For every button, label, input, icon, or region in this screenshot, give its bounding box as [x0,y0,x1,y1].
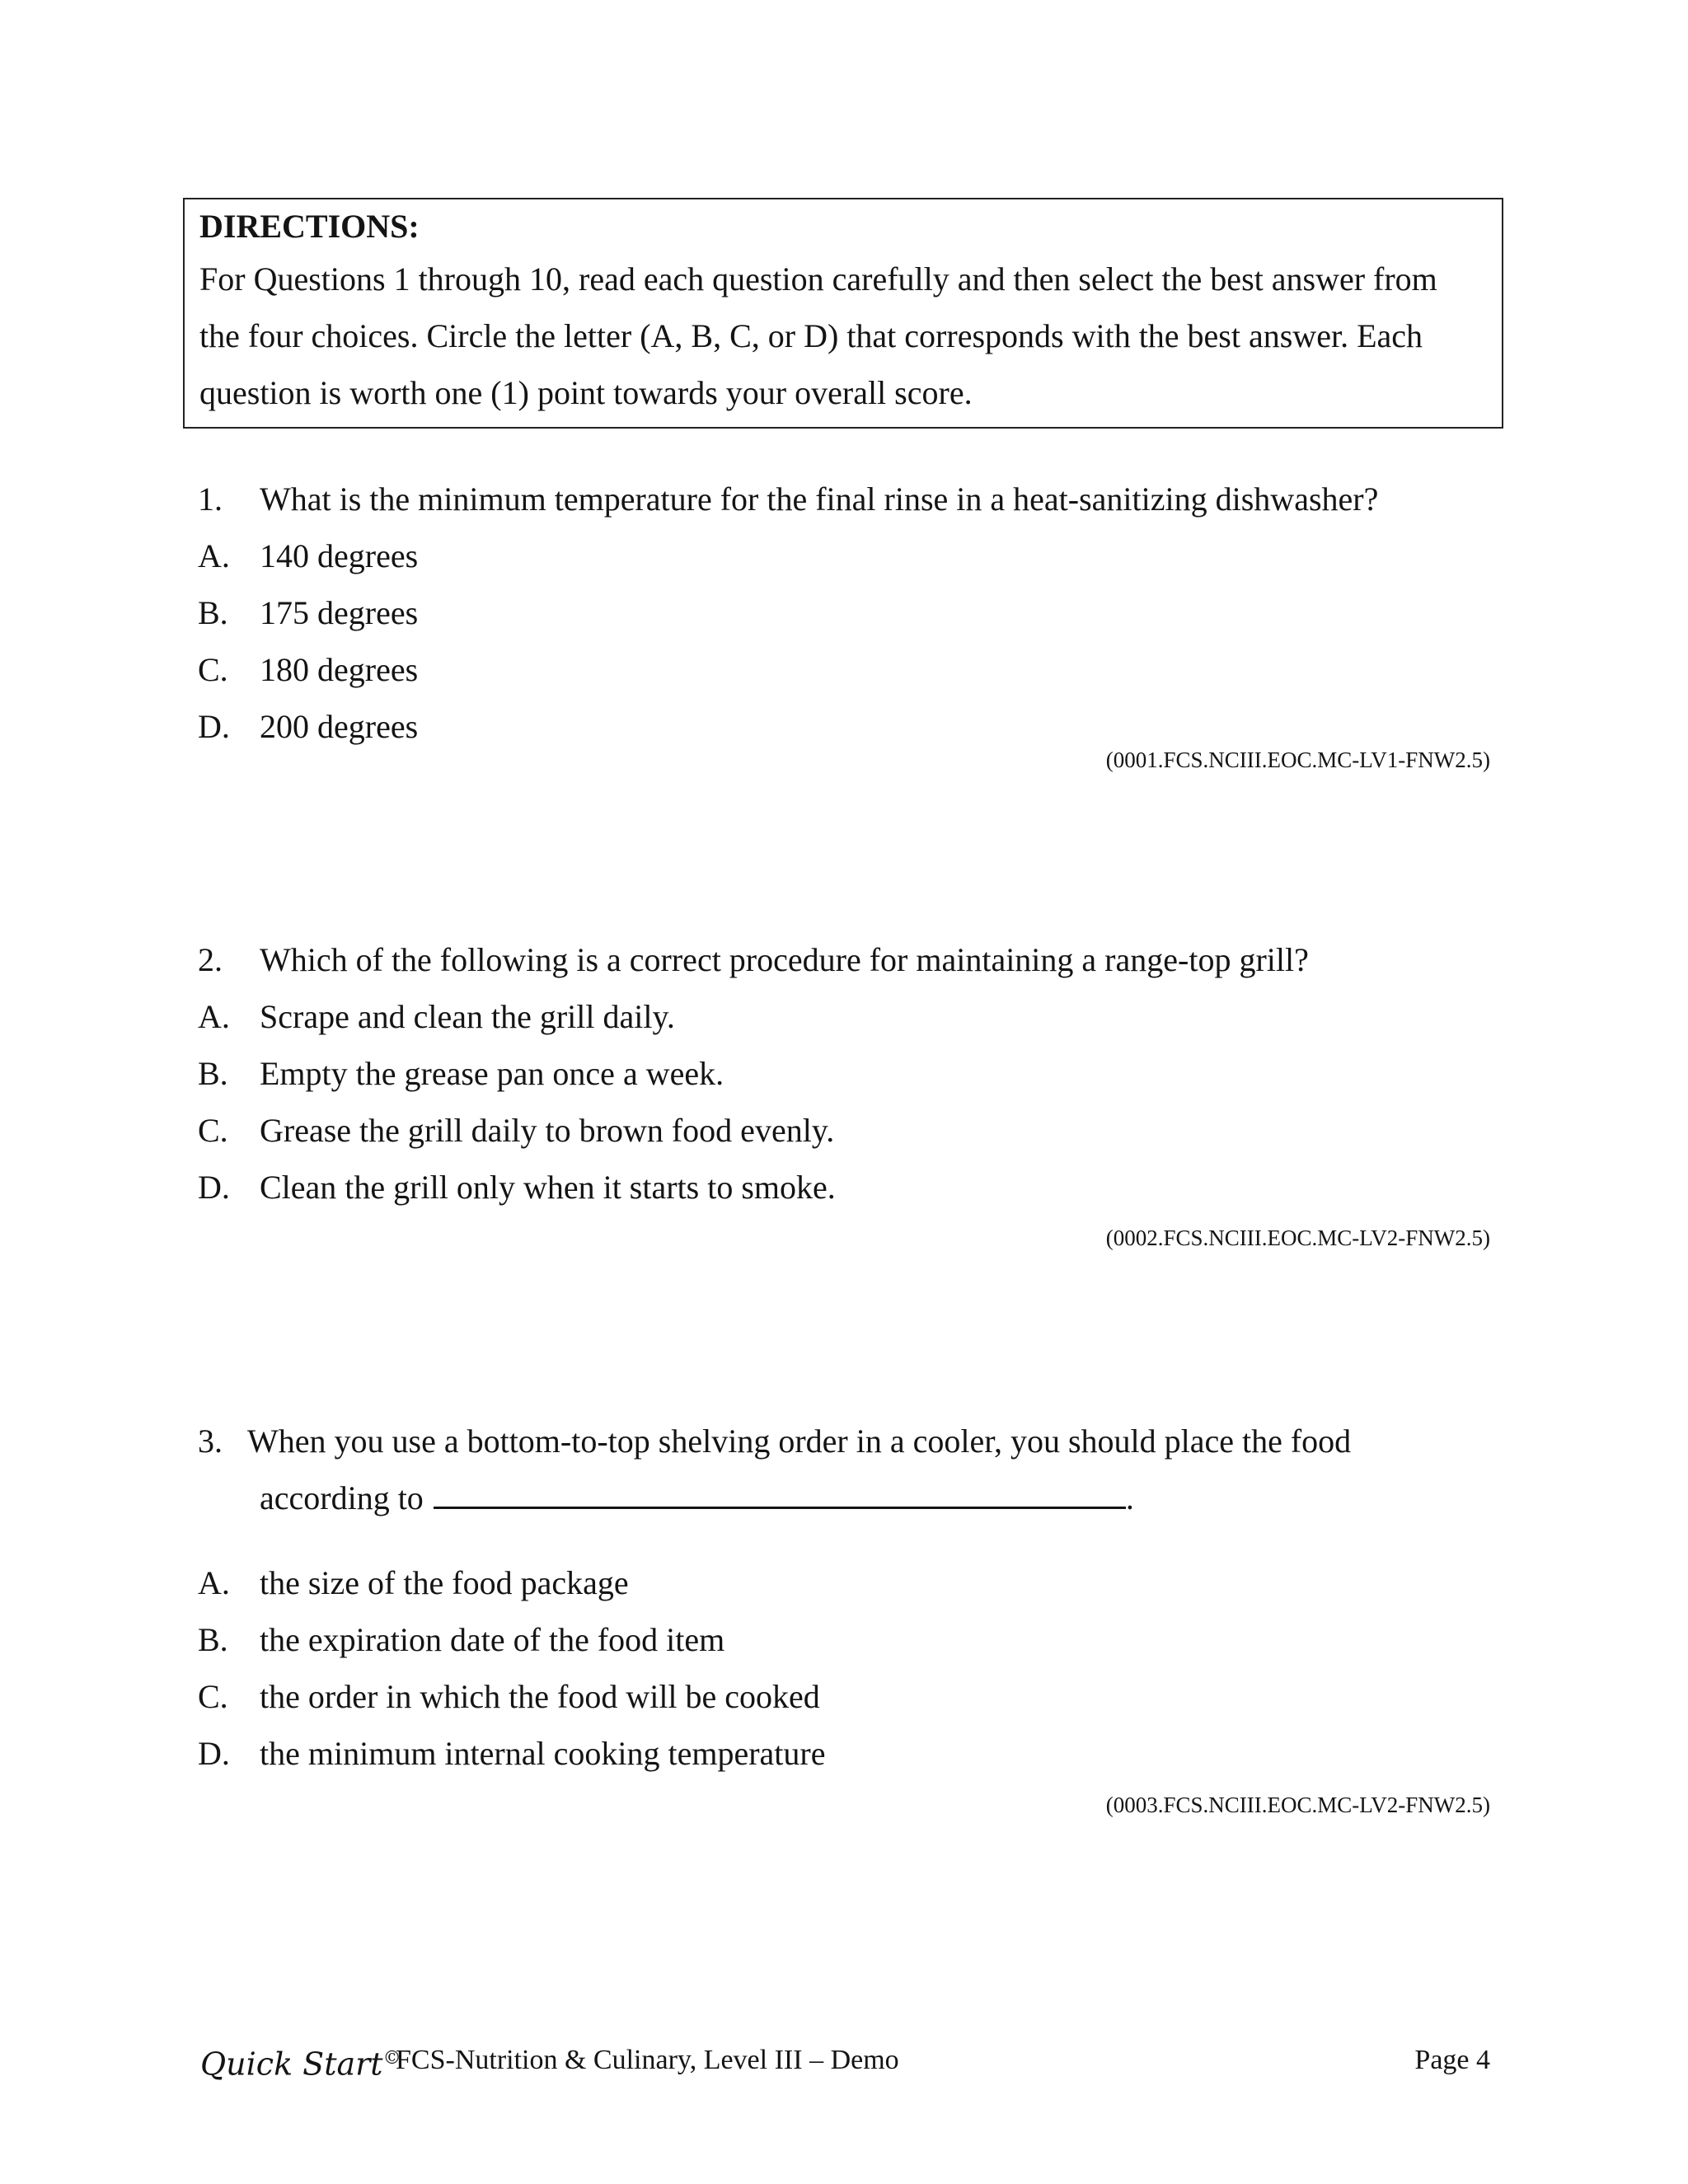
question-text: What is the minimum temperature for the final rinse in a heat-sanitizing dishwasher? [260,480,1379,518]
option-text: 140 degrees [260,537,419,574]
option-text: the size of the food package [260,1564,629,1601]
option-text: Empty the grease pan once a week. [260,1055,724,1092]
question-code: (0002.FCS.NCIII.EOC.MC-LV2-FNW2.5) [1105,1226,1490,1250]
option-text: the minimum internal cooking temperature [260,1735,826,1772]
directions-line: question is worth one (1) point towards your overall score. [199,374,973,411]
footer-course-title: FCS-Nutrition & Culinary, Level III – Demo [396,2045,899,2075]
question-code: (0003.FCS.NCIII.EOC.MC-LV2-FNW2.5) [1105,1793,1490,1817]
footer-brand-name: Quick Start [200,2046,383,2083]
option-text: the order in which the food will be cooked [260,1678,820,1715]
option-text: 175 degrees [260,594,419,631]
option-letter: C. [198,1112,228,1149]
directions-text [199,251,1493,421]
directions-line: For Questions 1 through 10, read each question carefully and then select the best answer from [199,260,1437,298]
option-text: Clean the grill only when it starts to smoke. [260,1169,836,1206]
option-letter: C. [198,1678,228,1715]
answer-blank-line [434,1475,1126,1509]
question-number: 1. [198,480,223,518]
question-text: When you use a bottom-to-top shelving order in a cooler, you should place the food [247,1422,1352,1460]
question-number: 3. [198,1422,223,1460]
option-text: 200 degrees [260,708,419,745]
option-letter: C. [198,651,228,688]
footer-copyright-symbol: © [382,2048,401,2069]
option-letter: A. [198,998,230,1035]
option-letter: D. [198,1735,230,1772]
question-text: Which of the following is a correct procedure for maintaining a range-top grill? [260,941,1309,978]
option-letter: B. [198,1055,228,1092]
question-text-end: . [1125,1479,1134,1516]
option-letter: A. [198,537,230,574]
question-number: 2. [198,941,223,978]
directions-box [183,198,1503,429]
footer-page-number: Page 4 [1414,2045,1490,2075]
option-letter: B. [198,594,228,631]
option-text: Grease the grill daily to brown food evenly. [260,1112,835,1149]
question-code: (0001.FCS.NCIII.EOC.MC-LV1-FNW2.5) [1105,748,1490,772]
option-text: 180 degrees [260,651,419,688]
option-letter: B. [198,1621,228,1658]
option-letter: A. [198,1564,230,1601]
option-letter: D. [198,1169,230,1206]
question-3-stem-continued [260,1475,1134,1521]
question-text-continued: according to [260,1479,424,1516]
directions-line: the four choices. Circle the letter (A, B, C, or D) that corresponds with the best answer. Each [199,317,1423,354]
option-letter: D. [198,708,230,745]
option-text: Scrape and clean the grill daily. [260,998,675,1035]
option-text: the expiration date of the food item [260,1621,725,1658]
directions-title: DIRECTIONS: [199,208,420,245]
footer-brand [200,2039,401,2084]
